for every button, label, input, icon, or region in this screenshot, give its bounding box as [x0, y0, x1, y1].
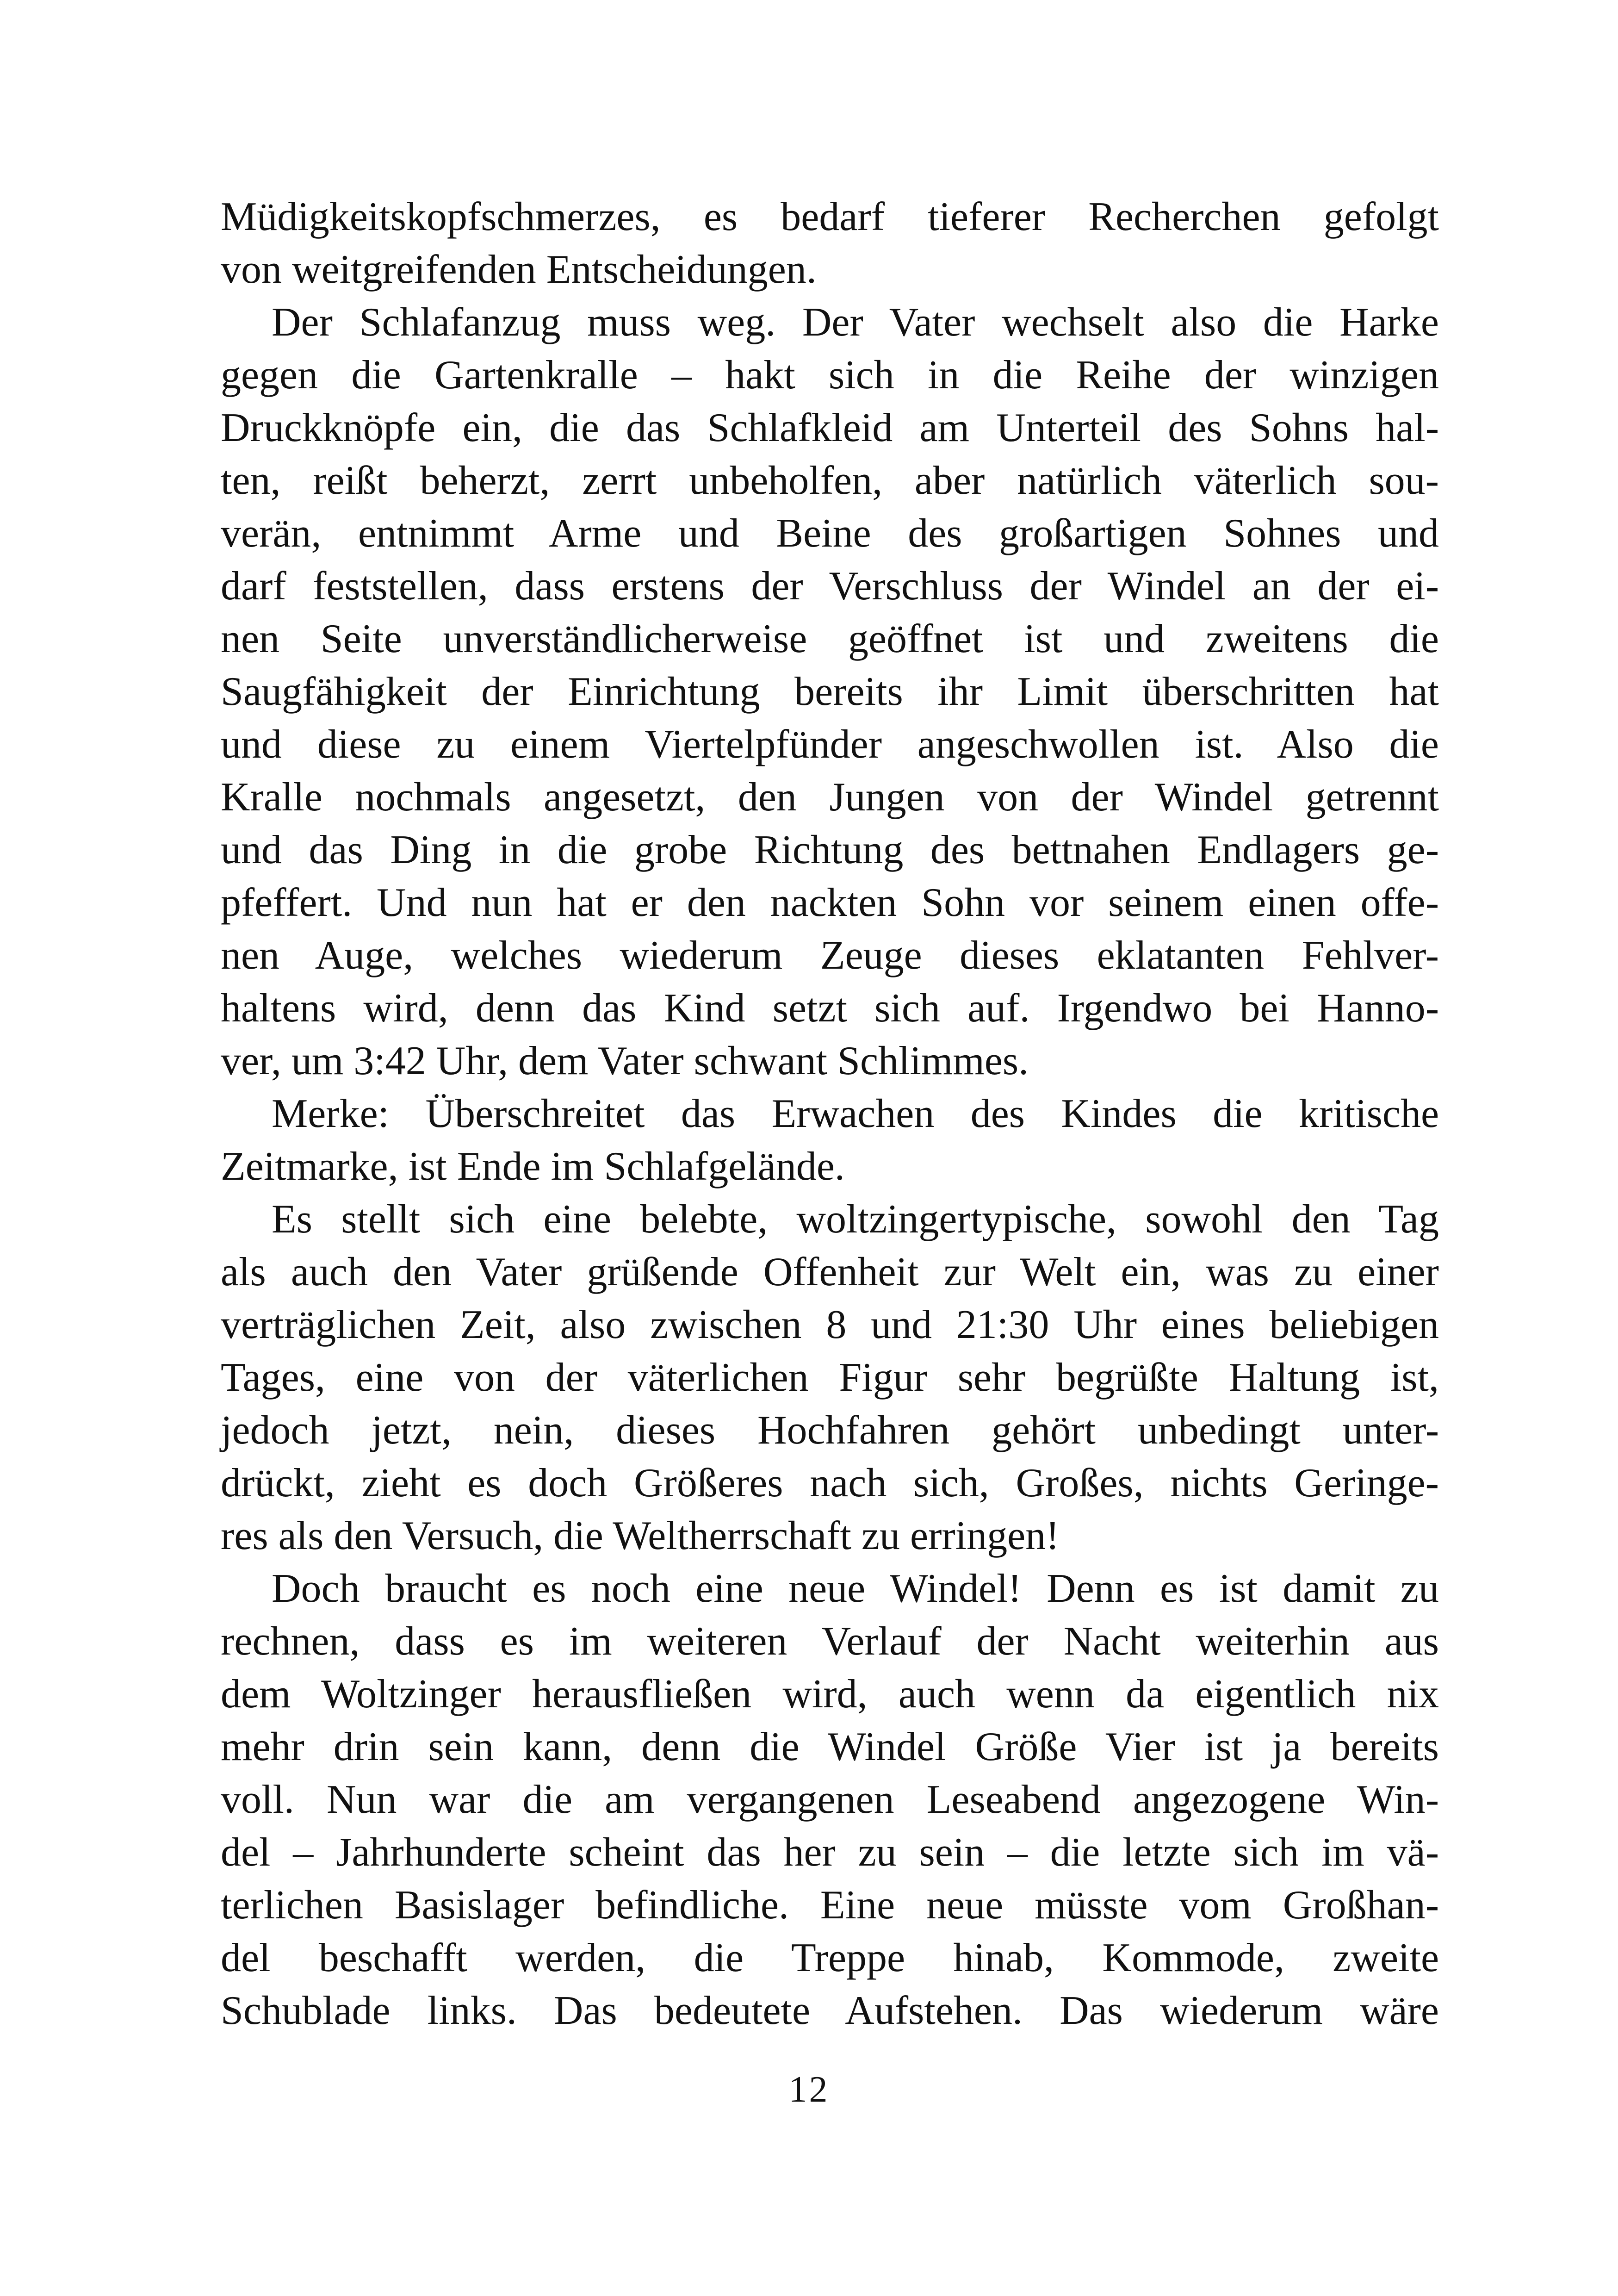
text-line: darf feststellen, dass erstens der Verschluss der Windel an der ei-	[221, 564, 1439, 609]
text-line: als auch den Vater grüßende Offenheit zur Welt ein, was zu einer	[221, 1250, 1439, 1294]
text-line: voll. Nun war die am vergangenen Leseabend angezogene Win-	[221, 1777, 1439, 1822]
paragraph	[221, 1088, 1439, 1193]
text-line: Zeitmarke, ist Ende im Schlafgelände.	[221, 1144, 845, 1189]
text-line: Schublade links. Das bedeutete Aufstehen. Das wiederum wäre	[221, 1988, 1439, 2033]
text-line: gegen die Gartenkralle – hakt sich in die Reihe der winzigen	[221, 353, 1439, 398]
text-line: del – Jahrhunderte scheint das her zu sein – die letzte sich im vä-	[221, 1830, 1439, 1875]
paragraph	[221, 1562, 1439, 2037]
text-line: Der Schlafanzug muss weg. Der Vater wechselt also die Harke	[272, 300, 1439, 345]
paragraph	[221, 296, 1439, 1088]
text-line: Tages, eine von der väterlichen Figur sehr begrüßte Haltung ist,	[221, 1355, 1439, 1400]
text-line: Müdigkeitskopfschmerzes, es bedarf tieferer Recherchen gefolgt	[221, 194, 1439, 239]
paragraph	[221, 191, 1439, 296]
page-number: 12	[788, 2069, 830, 2110]
text-line: terlichen Basislager befindliche. Eine neue müsste vom Großhan-	[221, 1883, 1439, 1928]
text-line: Saugfähigkeit der Einrichtung bereits ihr Limit überschritten hat	[221, 669, 1439, 714]
text-line: ten, reißt beherzt, zerrt unbeholfen, aber natürlich väterlich sou-	[221, 458, 1439, 503]
text-line: ver, um 3:42 Uhr, dem Vater schwant Schlimmes.	[221, 1039, 1029, 1083]
body-text	[221, 191, 1439, 2037]
paragraph	[221, 1193, 1439, 1562]
text-line: mehr drin sein kann, denn die Windel Größe Vier ist ja bereits	[221, 1724, 1439, 1769]
text-line: dem Woltzinger herausfließen wird, auch wenn da eigentlich nix	[221, 1672, 1439, 1717]
text-line: nen Auge, welches wiederum Zeuge dieses eklatanten Fehlver-	[221, 933, 1439, 978]
text-line: Druckknöpfe ein, die das Schlafkleid am Unterteil des Sohns hal-	[221, 405, 1439, 450]
text-line: Kralle nochmals angesetzt, den Jungen von der Windel getrennt	[221, 775, 1439, 820]
text-line: res als den Versuch, die Weltherrschaft zu erringen!	[221, 1513, 1060, 1558]
text-line: verträglichen Zeit, also zwischen 8 und 21:30 Uhr eines beliebigen	[221, 1302, 1439, 1347]
text-line: drückt, zieht es doch Größeres nach sich, Großes, nichts Geringe-	[221, 1461, 1439, 1506]
text-line: Es stellt sich eine belebte, woltzingertypische, sowohl den Tag	[272, 1197, 1439, 1242]
text-line: und das Ding in die grobe Richtung des bettnahen Endlagers ge-	[221, 828, 1439, 872]
text-line: Doch braucht es noch eine neue Windel! Denn es ist damit zu	[272, 1566, 1439, 1611]
text-line: Merke: Überschreitet das Erwachen des Kindes die kritische	[272, 1091, 1439, 1136]
text-line: und diese zu einem Viertelpfünder angeschwollen ist. Also die	[221, 722, 1439, 767]
text-line: rechnen, dass es im weiteren Verlauf der Nacht weiterhin aus	[221, 1619, 1439, 1664]
text-line: nen Seite unverständlicherweise geöffnet ist und zweitens die	[221, 616, 1439, 661]
text-line: jedoch jetzt, nein, dieses Hochfahren gehört unbedingt unter-	[221, 1408, 1439, 1453]
text-line: del beschafft werden, die Treppe hinab, Kommode, zweite	[221, 1935, 1439, 1980]
text-line: pfeffert. Und nun hat er den nackten Sohn vor seinem einen offe-	[221, 880, 1439, 925]
text-line: verän, entnimmt Arme und Beine des großartigen Sohnes und	[221, 511, 1439, 556]
text-line: von weitgreifenden Entscheidungen.	[221, 247, 817, 292]
text-line: haltens wird, denn das Kind setzt sich auf. Irgendwo bei Hanno-	[221, 986, 1439, 1031]
